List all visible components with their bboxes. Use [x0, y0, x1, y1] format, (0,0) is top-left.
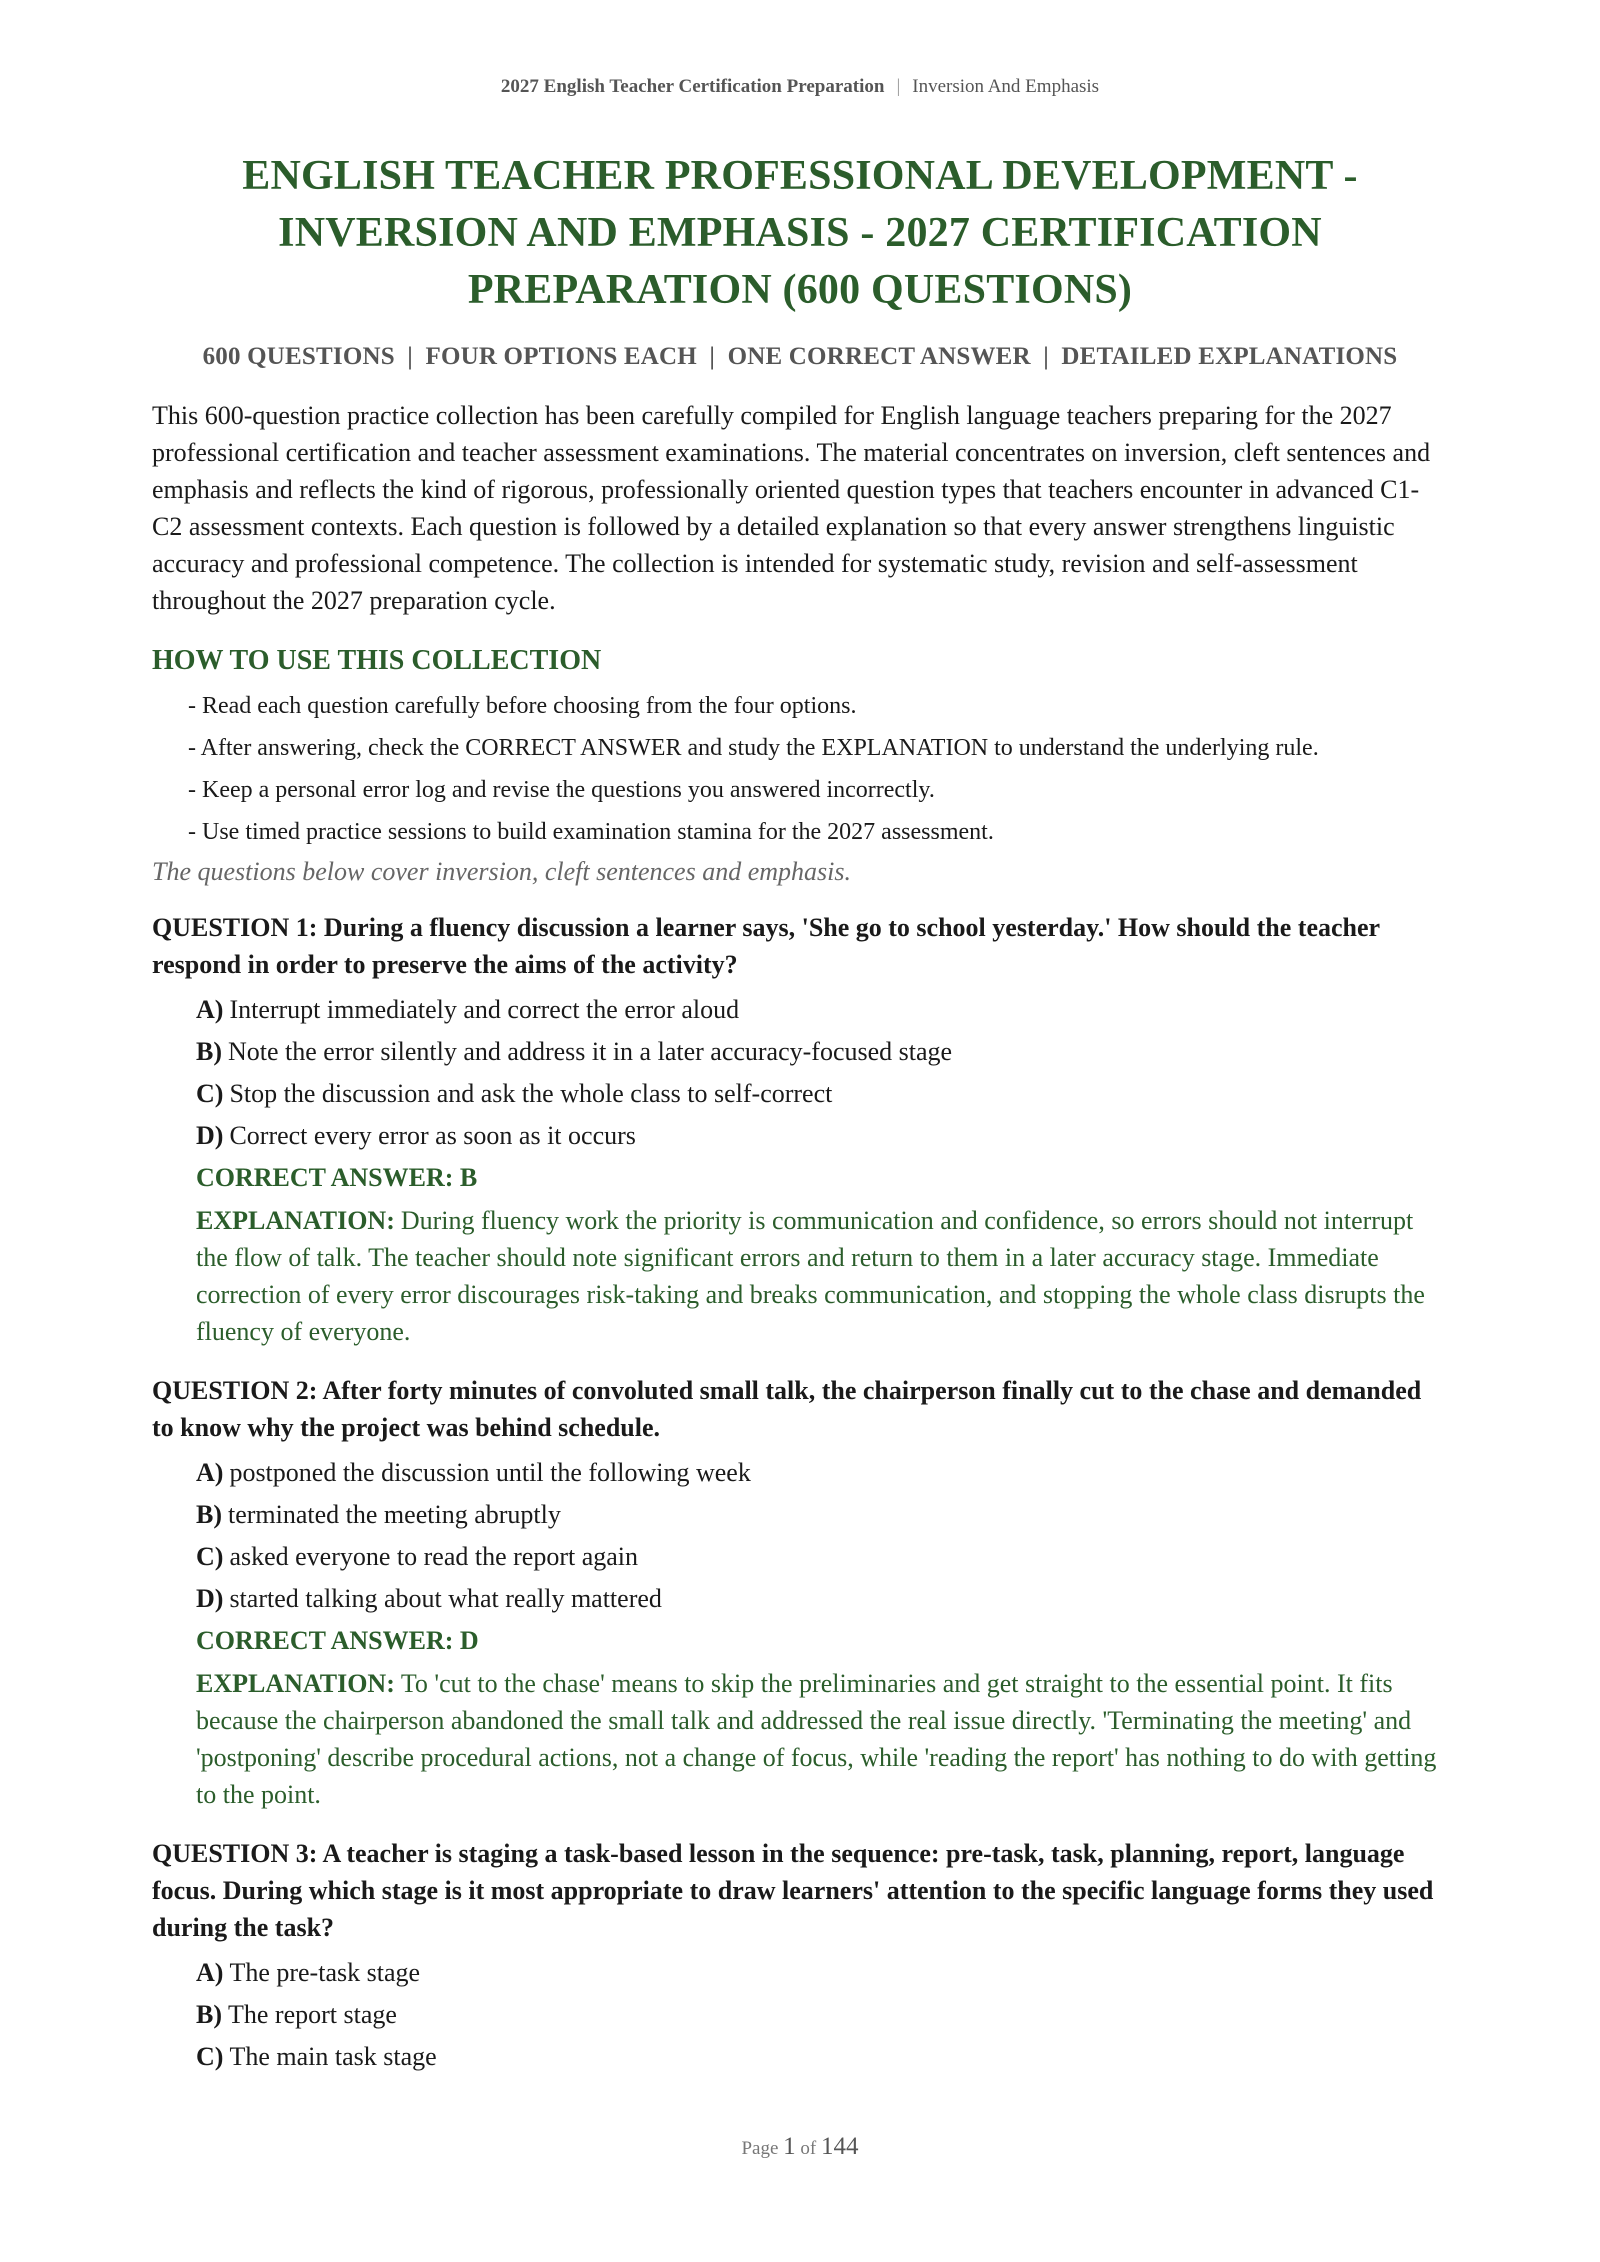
option-list	[152, 1954, 1448, 2075]
option-text: Stop the discussion and ask the whole class to self-correct	[229, 1079, 833, 1108]
option-item	[196, 2038, 1448, 2075]
question-text: QUESTION 2: After forty minutes of convoluted small talk, the chairperson finally cut to the chase and demanded to know why the project was behind schedule.	[152, 1376, 1422, 1442]
intro-paragraph: This 600-question practice collection has been carefully compiled for English language teachers preparing for the 2027 professional certification and teacher assessment examinations. The material concentrates on inversion, cleft sentences and emphasis and reflects the kind of rigorous, professionally oriented question types that teachers encounter in advanced C1-C2 assessment contexts. Each question is followed by a detailed explanation so that every answer strengthens linguistic accuracy and professional competence. The collection is intended for systematic study, revision and self-assessment throughout the 2027 preparation cycle.	[152, 401, 1431, 615]
option-letter: A)	[196, 1958, 224, 1987]
option-text: asked everyone to read the report again	[229, 1542, 639, 1571]
subtitle-separator: |	[1043, 343, 1049, 370]
explanation-label: EXPLANATION:	[196, 1669, 395, 1698]
option-text: The report stage	[228, 2000, 397, 2029]
total-pages: 144	[821, 2133, 859, 2160]
howto-item: - Use timed practice sessions to build examination stamina for the 2027 assessment.	[188, 819, 994, 845]
option-text: The pre-task stage	[229, 1958, 421, 1987]
option-letter: D)	[196, 1584, 224, 1613]
option-text: postponed the discussion until the following week	[229, 1458, 751, 1487]
option-item	[196, 1996, 1448, 2033]
option-text: Correct every error as soon as it occurs	[229, 1121, 636, 1150]
question-block	[152, 1835, 1448, 2075]
option-text: terminated the meeting abruptly	[228, 1500, 561, 1529]
option-item	[196, 1538, 1448, 1575]
explanation	[196, 1202, 1448, 1350]
explanation-text: During fluency work the priority is communication and confidence, so errors should not interrupt the flow of talk. The teacher should note significant errors and return to them in a later accuracy stage. Immediate correction of every error discourages risk-taking and breaks communication, and stopping the whole class disrupts the fluency of everyone.	[196, 1206, 1425, 1346]
subtitle-item: DETAILED EXPLANATIONS	[1061, 343, 1398, 370]
subtitle-item: FOUR OPTIONS EACH	[425, 343, 697, 370]
explanation	[196, 1665, 1448, 1813]
document-title: ENGLISH TEACHER PROFESSIONAL DEVELOPMENT - INVERSION AND EMPHASIS - 2027 CERTIFICATION PREPARATION (600 QUESTIONS)	[242, 153, 1358, 313]
subtitle-separator: |	[407, 343, 414, 370]
subtitle-item: ONE CORRECT ANSWER	[727, 343, 1031, 370]
question-block	[152, 1372, 1448, 1813]
option-list	[152, 1454, 1448, 1617]
option-letter: B)	[196, 1037, 222, 1066]
option-item	[196, 1454, 1448, 1491]
running-header	[152, 0, 1448, 98]
subtitle-separator: |	[709, 343, 716, 370]
running-header-topic: Inversion And Emphasis	[912, 76, 1100, 97]
page-label: Page	[741, 2138, 779, 2159]
question-block	[152, 909, 1448, 1350]
option-letter: A)	[196, 1458, 224, 1487]
running-header-title: 2027 English Teacher Certification Preparation	[500, 76, 885, 97]
document-subtitle	[152, 343, 1448, 371]
howto-heading: HOW TO USE THIS COLLECTION	[152, 645, 602, 676]
howto-list	[152, 689, 1448, 850]
option-item	[196, 1496, 1448, 1533]
page-footer	[0, 2133, 1600, 2161]
option-letter: C)	[196, 1542, 224, 1571]
option-item	[196, 1580, 1448, 1617]
howto-item: - After answering, check the CORRECT ANSWER and study the EXPLANATION to understand the underlying rule.	[188, 735, 1319, 761]
howto-item: - Keep a personal error log and revise the questions you answered incorrectly.	[188, 777, 935, 803]
option-text: The main task stage	[229, 2042, 437, 2071]
option-letter: D)	[196, 1121, 224, 1150]
option-item	[196, 1033, 1448, 1070]
question-text: QUESTION 1: During a fluency discussion a learner says, 'She go to school yesterday.' How should the teacher respond in order to preserve the aims of the activity?	[152, 913, 1380, 979]
scope-note: The questions below cover inversion, cleft sentences and emphasis.	[152, 857, 851, 886]
explanation-label: EXPLANATION:	[196, 1206, 395, 1235]
option-letter: A)	[196, 995, 224, 1024]
option-item	[196, 1117, 1448, 1154]
option-item	[196, 1075, 1448, 1112]
correct-answer: CORRECT ANSWER: D	[196, 1626, 479, 1655]
howto-item: - Read each question carefully before choosing from the four options.	[188, 693, 857, 719]
option-list	[152, 991, 1448, 1154]
explanation-text: To 'cut to the chase' means to skip the preliminaries and get straight to the essential point. It fits because the chairperson abandoned the small talk and addressed the real issue directly. 'Terminating the meeting' and 'postponing' describe procedural actions, not a change of focus, while 'reading the report' has nothing to do with getting to the point.	[196, 1669, 1437, 1809]
correct-answer: CORRECT ANSWER: B	[196, 1163, 478, 1192]
running-header-separator: |	[896, 76, 901, 97]
subtitle-item: 600 QUESTIONS	[202, 343, 395, 370]
option-text: started talking about what really mattered	[229, 1584, 662, 1613]
option-item	[196, 1954, 1448, 1991]
option-letter: B)	[196, 1500, 222, 1529]
option-text: Interrupt immediately and correct the error aloud	[229, 995, 740, 1024]
question-text: QUESTION 3: A teacher is staging a task-based lesson in the sequence: pre-task, task, planning, report, language focus. During which stage is it most appropriate to draw learners' attention to the specific language forms they used during the task?	[152, 1839, 1434, 1942]
option-letter: C)	[196, 2042, 224, 2071]
of-label: of	[800, 2138, 817, 2159]
page-number: 1	[783, 2133, 796, 2160]
option-letter: C)	[196, 1079, 224, 1108]
option-text: Note the error silently and address it in a later accuracy-focused stage	[228, 1037, 953, 1066]
option-letter: B)	[196, 2000, 222, 2029]
option-item	[196, 991, 1448, 1028]
